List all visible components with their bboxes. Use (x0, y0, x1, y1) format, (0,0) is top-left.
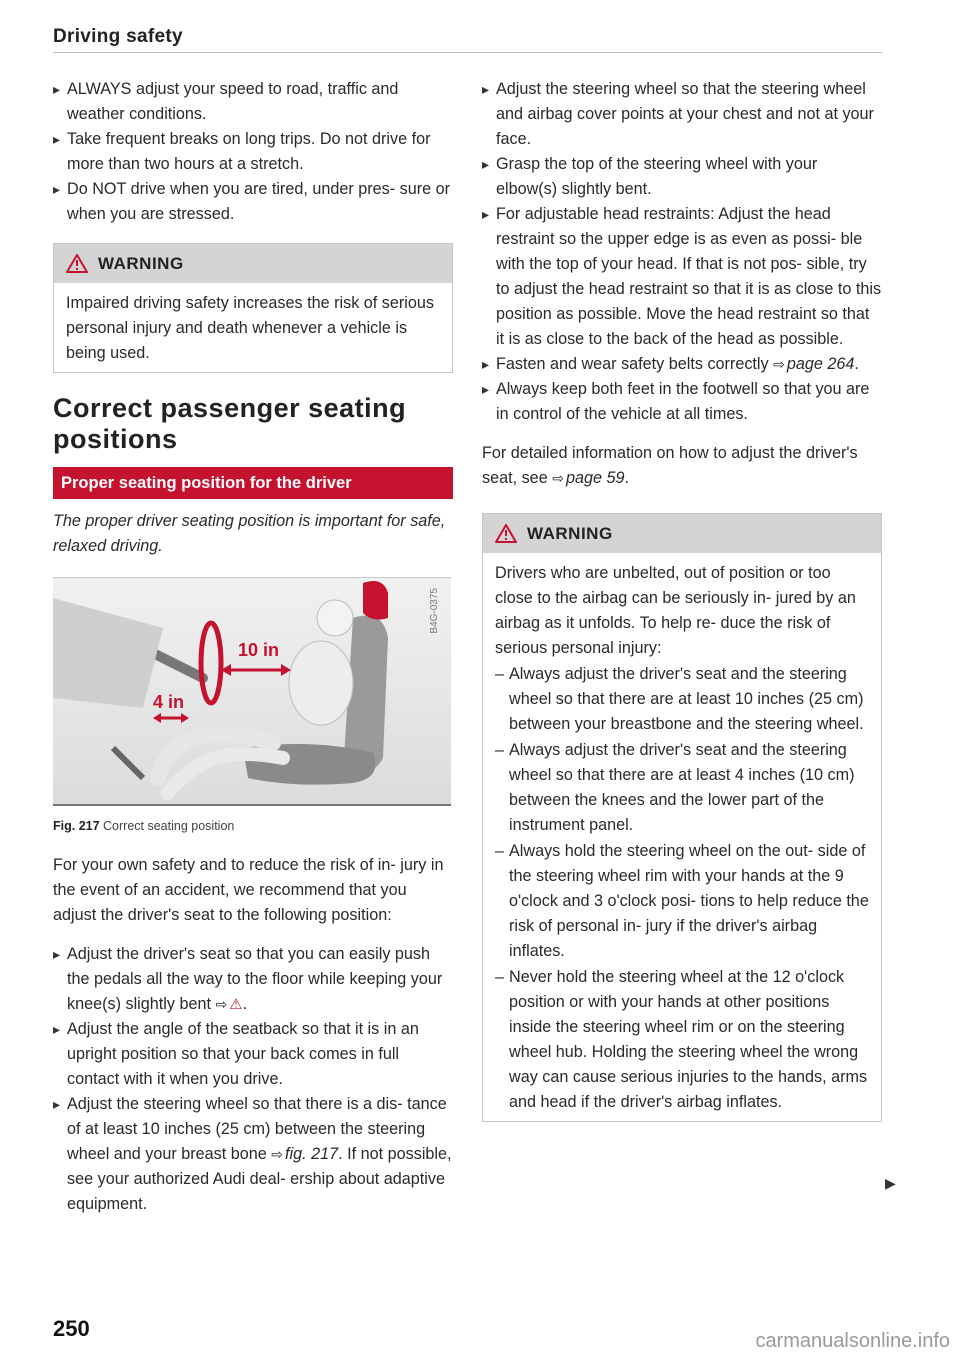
section-title: Correct passenger seating positions (53, 393, 407, 454)
figure-caption-label: Fig. 217 (53, 819, 100, 833)
list-item: ▸ Fasten and wear safety belts correctly ⇨ page 264. (482, 352, 882, 377)
list-item: ▸ Adjust the steering wheel so that there is a dis- tance of at least 10 inches (25 cm) between the steering wheel and your breast bone ⇨ fig. 217. If not possible, see your authorized Audi deal- ership about adaptive equipment. (53, 1092, 453, 1217)
intro-text: The proper driver seating position is important for safe, relaxed driving. (53, 512, 446, 555)
continue-arrow-icon: ▶ (885, 1175, 896, 1191)
list-item: ▸ Adjust the steering wheel so that the steering wheel and airbag cover points at your chest and not at your face. (482, 77, 882, 152)
warning-box (482, 513, 882, 1122)
warning-text: Drivers who are unbelted, out of position or too close to the airbag can be seriously in- jured by an airbag as it unfolds. To help re- duce the risk of serious personal injury: (495, 564, 856, 657)
right-bullet-list (482, 77, 882, 427)
warning-triangle-icon (495, 524, 517, 543)
list-item: ▸ Take frequent breaks on long trips. Do not drive for more than two hours at a stretch. (53, 127, 453, 177)
warning-list (495, 662, 869, 1115)
warning-header (483, 514, 881, 553)
list-item: ▸ Adjust the driver's seat so that you can easily push the pedals all the way to the floor while keeping your knee(s) slightly bent ⇨ ⚠. (53, 942, 453, 1017)
figure-caption (53, 814, 453, 839)
warning-header (54, 244, 452, 283)
page-reference-link[interactable]: ⇨ page 59 (552, 469, 625, 487)
warning-body (54, 283, 452, 372)
list-item: ▸ Grasp the top of the steering wheel with your elbow(s) slightly bent. (482, 152, 882, 202)
seating-diagram-image (53, 578, 451, 804)
warning-body (483, 553, 881, 1121)
left-column (53, 77, 453, 1217)
arrow-right-icon: ⇨ (773, 356, 785, 372)
warning-box (53, 243, 453, 373)
list-item: ▸ Adjust the angle of the seatback so that it is in an upright position so that your back comes in full contact with it when you drive. (53, 1017, 453, 1092)
page-reference-link[interactable]: ⇨ page 264 (773, 355, 855, 373)
figure-code: B4G-0375 (429, 588, 440, 634)
list-item: ▸ Always keep both feet in the footwell so that you are in control of the vehicle at all times. (482, 377, 882, 427)
subsection-title: Proper seating position for the driver (53, 467, 453, 499)
header-divider (53, 52, 882, 53)
bottom-bullet-list (53, 942, 453, 1217)
list-item: – Always adjust the driver's seat and the steering wheel so that there are at least 10 inches (25 cm) between your breastbone and the steering wheel. (495, 662, 869, 737)
seating-position-figure (53, 577, 451, 806)
warning-label: WARNING (98, 254, 184, 273)
arrow-right-icon: ⇨ (552, 470, 564, 486)
top-bullet-list (53, 77, 453, 227)
warning-reference-link[interactable]: ⇨ ⚠ (215, 996, 243, 1013)
right-column (482, 77, 882, 1122)
label-10in: 10 in (238, 640, 280, 660)
arrow-right-icon: ⇨ (215, 996, 228, 1012)
warning-text: Impaired driving safety increases the risk of serious personal injury and death whenever a vehicle is being used. (66, 294, 434, 362)
list-item: – Never hold the steering wheel at the 12 o'clock position or with your hands at other positions inside the steering wheel rim or on the steering wheel hub. Holding the steering wheel the wrong way can cause serious injuries to the hands, arms and head if the driver's airbag inflates. (495, 965, 869, 1115)
label-4in: 4 in (153, 692, 185, 712)
page-header-title: Driving safety (53, 26, 183, 47)
list-item: – Always adjust the driver's seat and the steering wheel so that there are at least 4 inches (10 cm) between the knees and the lower part of the instrument panel. (495, 738, 869, 838)
warning-triangle-icon (66, 254, 88, 273)
list-item: – Always hold the steering wheel on the out- side of the steering wheel rim with your hands at the 9 o'clock and 3 o'clock posi- tions to help reduce the risk of personal in- jury if the driver's airbag inflates. (495, 839, 869, 964)
warning-label: WARNING (527, 524, 613, 543)
intro-paragraph: For your own safety and to reduce the risk of in- jury in the event of an accident, we recommend that you adjust the driver's seat to the following position: (53, 856, 444, 924)
arrow-right-icon: ⇨ (271, 1146, 284, 1162)
detail-paragraph: For detailed information on how to adjust the driver's seat, see ⇨ page 59. (482, 444, 858, 487)
list-item: ▸ For adjustable head restraints: Adjust the head restraint so the upper edge is as even as possi- ble with the top of your head. If that is not pos- sible, try to adjust the head restraint so that it is as close to this position as possible. Move the head restraint so that it is as close to the back of the head as possible. (482, 202, 882, 352)
watermark: carmanualsonline.info (755, 1330, 950, 1352)
list-item: ▸ ALWAYS adjust your speed to road, traffic and weather conditions. (53, 77, 453, 127)
figure-caption-text: Correct seating position (103, 819, 235, 833)
page-number: 250 (53, 1316, 90, 1341)
list-item: ▸ Do NOT drive when you are tired, under pres- sure or when you are stressed. (53, 177, 453, 227)
figure-reference-link[interactable]: ⇨ fig. 217 (271, 1145, 339, 1163)
